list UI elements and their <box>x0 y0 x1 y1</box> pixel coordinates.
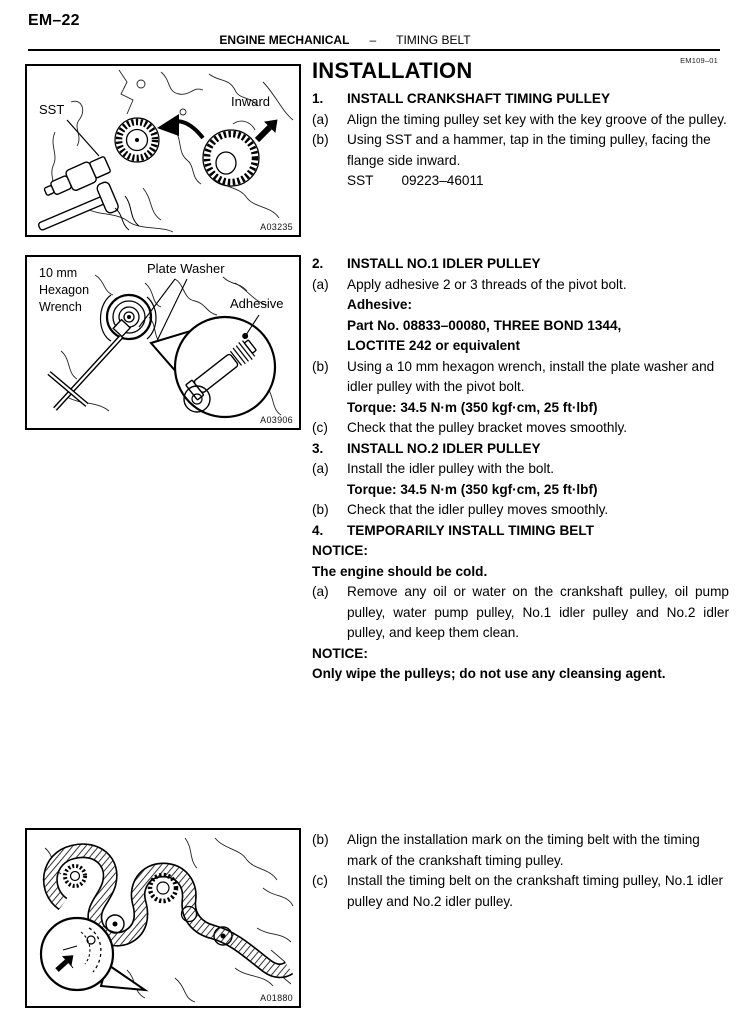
figure-crankshaft-pulley-install <box>25 64 301 237</box>
step4-item-b-label: (b) <box>312 832 329 847</box>
figure2-label-hex-wrench <box>39 265 89 316</box>
tap-in-curved-arrow-icon <box>157 114 203 138</box>
step3-heading <box>312 439 733 460</box>
adhesive-spec-line2: Part No. 08833–00080, THREE BOND 1344, <box>347 317 622 333</box>
step4-item-c-label: (c) <box>312 873 328 888</box>
plate-washer-leader-line <box>139 279 175 327</box>
step2-torque-spec: Torque: 34.5 N·m (350 kgf·cm, 25 ft·lbf) <box>347 399 598 415</box>
step3-item-a-text: Install the idler pulley with the bolt. <box>347 461 555 476</box>
figure2-label-hex-wrench-line1: 10 mm <box>39 266 78 280</box>
step2-item-a-text: Apply adhesive 2 or 3 threads of the pivot bolt. <box>347 276 627 292</box>
crankshaft-pulley-install-drawing <box>27 66 299 235</box>
sst-number: 09223–46011 <box>401 173 484 188</box>
notice1-label: NOTICE: <box>312 543 368 558</box>
step2-item-c-text: Check that the pulley bracket moves smoothly. <box>347 420 628 435</box>
page-number: EM–22 <box>28 12 80 29</box>
step4-heading-text: TEMPORARILY INSTALL TIMING BELT <box>347 522 594 538</box>
step3-torque-spec: Torque: 34.5 N·m (350 kgf·cm, 25 ft·lbf) <box>347 481 598 497</box>
step3-item-b-label: (b) <box>312 502 329 517</box>
timing-pulley-loose <box>203 130 259 186</box>
step4-heading <box>312 521 733 542</box>
step4-bc-block <box>312 830 733 912</box>
step4-item-b-text: Align the installation mark on the timing belt with the timing mark of the crankshaft timing pulley. <box>347 832 700 868</box>
step3-item-a <box>312 459 733 500</box>
step4-item-a-text: Remove any oil or water on the crankshaft pulley, oil pump pulley, water pump pulley, No.1 idler pulley and No.2 idler pulley, and keep them clean. <box>347 584 729 640</box>
step2-heading-text: INSTALL NO.1 IDLER PULLEY <box>347 256 541 271</box>
figure2-label-plate-washer: Plate Washer <box>147 261 225 276</box>
step4-item-a <box>312 582 733 644</box>
timing-pulley-installed <box>115 118 159 162</box>
figure-idler-pulley-install <box>25 255 301 430</box>
step4-item-a-label: (a) <box>312 584 329 599</box>
step4-item-c-text: Install the timing belt on the crankshaft timing pulley, No.1 idler pulley and No.2 idler pulley. <box>347 873 724 909</box>
figure2-label-hex-wrench-line3: Wrench <box>39 300 82 314</box>
step1-heading <box>312 89 733 110</box>
step2-item-a <box>312 275 733 357</box>
step3-item-b-text: Check that the idler pulley moves smoothly. <box>347 502 609 517</box>
step3-item-b <box>312 500 733 521</box>
step2-item-c <box>312 418 733 439</box>
step3-item-a-label: (a) <box>312 461 329 476</box>
sst-leader-line <box>67 120 99 156</box>
header-rule <box>28 49 720 51</box>
figure1-code: A03235 <box>260 222 293 232</box>
sst-label: SST <box>347 173 374 188</box>
running-header-subsection: TIMING BELT <box>396 33 471 47</box>
step4-item-c <box>312 871 733 912</box>
idler-pulley <box>101 295 157 341</box>
page-title: INSTALLATION <box>312 58 473 83</box>
step2-item-c-label: (c) <box>312 420 328 435</box>
step1-item-a <box>312 110 733 131</box>
inward-arrow-icon <box>251 114 283 146</box>
installation-block <box>312 58 733 192</box>
step1-item-b <box>312 130 733 192</box>
adhesive-spec-line1: Adhesive: <box>347 297 412 312</box>
running-header-separator: – <box>369 33 377 47</box>
running-header <box>0 33 690 47</box>
running-header-section: ENGINE MECHANICAL <box>219 33 350 47</box>
notice2-label: NOTICE: <box>312 645 368 661</box>
step4-item-b <box>312 830 733 871</box>
timing-belt-routing-drawing <box>27 830 299 1006</box>
figure2-code: A03906 <box>260 415 293 425</box>
notice1-text: The engine should be cold. <box>312 563 488 579</box>
step4-number: 4. <box>312 522 324 538</box>
sst-line <box>347 171 729 192</box>
figure1-label-inward: Inward <box>231 94 271 109</box>
figure2-label-adhesive: Adhesive <box>230 296 284 311</box>
step1-item-a-text: Align the timing pulley set key with the key groove of the pulley. <box>347 111 727 127</box>
step1-number: 1. <box>312 91 324 106</box>
figure1-label-sst: SST <box>39 102 65 117</box>
step1-item-b-label: (b) <box>312 132 329 147</box>
doc-code: EM109–01 <box>680 56 718 65</box>
step2-number: 2. <box>312 256 324 271</box>
steps-2-4-block <box>312 254 733 685</box>
figure2-label-hex-wrench-line2: Hexagon <box>39 283 90 297</box>
step2-heading <box>312 254 733 275</box>
step3-heading-text: INSTALL NO.2 IDLER PULLEY <box>347 440 541 456</box>
hex-wrench <box>49 320 130 409</box>
notice2-text: Only wipe the pulleys; do not use any cleansing agent. <box>312 666 666 681</box>
step3-number: 3. <box>312 440 324 456</box>
step2-item-b-label: (b) <box>312 358 329 374</box>
step2-item-b <box>312 357 733 419</box>
step1-item-a-label: (a) <box>312 111 329 127</box>
figure-timing-belt-routing <box>25 828 301 1008</box>
step1-item-b-text: Using SST and a hammer, tap in the timing pulley, facing the flange side inward. <box>347 132 711 168</box>
step2-item-a-label: (a) <box>312 276 329 292</box>
adhesive-spec-line3: LOCTITE 242 or equivalent <box>347 338 520 353</box>
figure3-code: A01880 <box>260 993 293 1003</box>
step2-item-b-text: Using a 10 mm hexagon wrench, install the plate washer and idler pulley with the pivot bolt. <box>347 358 715 394</box>
step1-heading-text: INSTALL CRANKSHAFT TIMING PULLEY <box>347 91 611 106</box>
